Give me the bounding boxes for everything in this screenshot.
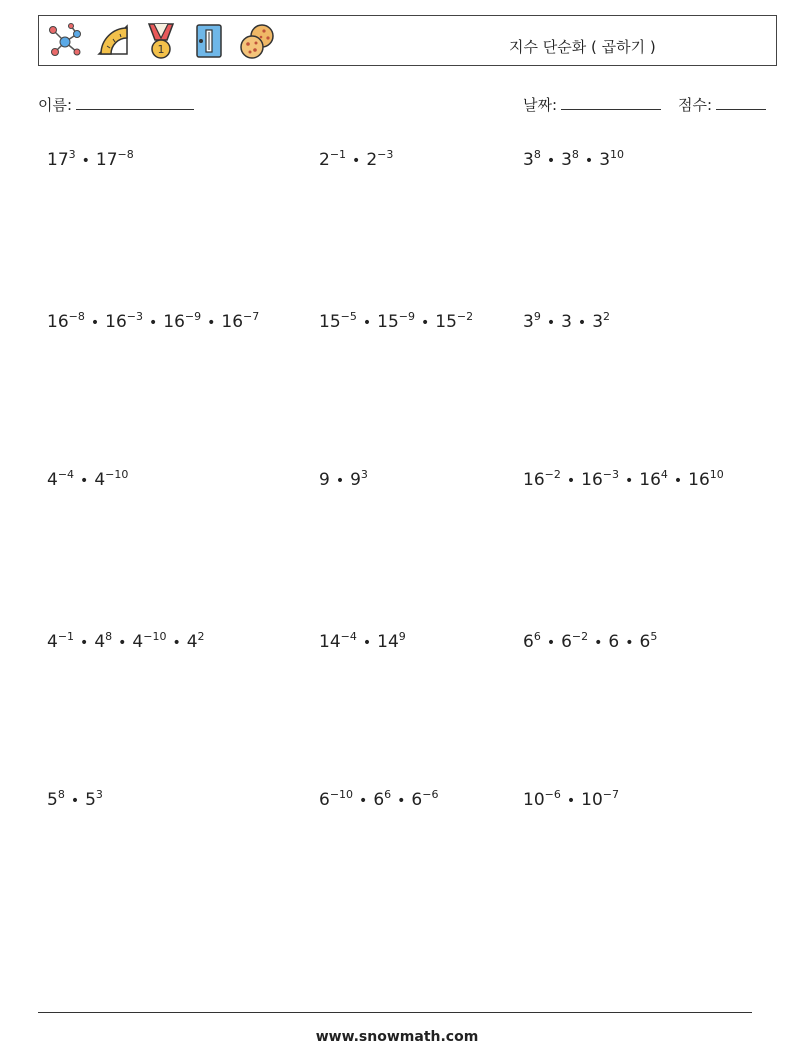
multiply-operator: • [80, 473, 89, 489]
term-exponent: 9 [398, 630, 406, 643]
term-exponent: −9 [184, 310, 202, 323]
multiply-operator: • [81, 153, 90, 169]
term-base: 16 [47, 312, 69, 332]
cookies-icon [237, 20, 277, 62]
multiply-operator: • [118, 635, 127, 651]
problem-13 [47, 790, 103, 810]
molecule-icon [45, 20, 85, 62]
term-base: 4 [132, 632, 144, 652]
term-exponent: 8 [571, 148, 579, 161]
multiply-operator: • [624, 473, 634, 489]
multiply-operator: • [397, 793, 406, 809]
problem-3 [523, 150, 624, 170]
term-base: 4 [186, 632, 198, 652]
sharpener-icon [189, 20, 229, 62]
problem-12 [523, 632, 657, 652]
protractor-icon [93, 20, 133, 62]
term-base: 16 [221, 312, 244, 332]
term-base: 3 [523, 312, 534, 332]
problem-6 [523, 312, 610, 332]
multiply-operator: • [584, 153, 594, 169]
worksheet-header [38, 15, 777, 66]
problem-2 [319, 150, 393, 170]
term-exponent: −4 [57, 468, 75, 481]
term-exponent: −4 [340, 630, 357, 643]
term-exponent: 2 [197, 630, 205, 643]
term-base: 6 [639, 632, 651, 652]
term-exponent: 6 [384, 788, 392, 801]
term-base: 10 [581, 790, 603, 810]
multiply-operator: • [359, 793, 368, 809]
term-base: 4 [47, 470, 58, 490]
term-exponent: 3 [68, 148, 76, 161]
term-base: 4 [47, 632, 58, 652]
term-base: 15 [319, 312, 341, 332]
multiply-operator: • [352, 153, 361, 169]
problem-8 [319, 470, 368, 490]
score-label: 점수: [678, 96, 713, 114]
term-base: 16 [105, 312, 127, 332]
term-base: 5 [85, 790, 96, 810]
date-label: 날짜: [523, 96, 558, 114]
name-label: 이름: [38, 96, 73, 114]
multiply-operator: • [362, 635, 372, 651]
multiply-operator: • [566, 473, 576, 489]
date-blank[interactable] [561, 95, 661, 110]
term-base: 6 [319, 790, 330, 810]
term-base: 16 [688, 470, 710, 490]
term-base: 3 [561, 312, 572, 332]
multiply-operator: • [90, 315, 100, 331]
score-blank[interactable] [716, 95, 766, 110]
multiply-operator: • [70, 793, 80, 809]
worksheet-title: 지수 단순화 ( 곱하기 ) [509, 38, 656, 56]
term-exponent: −6 [544, 788, 561, 801]
term-exponent: 10 [709, 468, 724, 481]
term-base: 4 [94, 632, 106, 652]
term-exponent: −2 [456, 310, 474, 323]
footer-site: www.snowmath.com [315, 1029, 479, 1045]
problem-4 [47, 312, 259, 332]
term-exponent: 6 [533, 630, 541, 643]
multiply-operator: • [546, 315, 556, 331]
term-base: 14 [319, 632, 341, 652]
term-base: 6 [561, 632, 572, 652]
problem-11 [319, 632, 406, 652]
term-exponent: −10 [143, 630, 167, 643]
term-exponent: −2 [571, 630, 589, 643]
multiply-operator: • [362, 315, 372, 331]
problem-15 [523, 790, 619, 810]
term-exponent: 3 [360, 468, 368, 481]
term-base: 6 [373, 790, 385, 810]
multiply-operator: • [148, 315, 158, 331]
problem-9 [523, 470, 724, 490]
multiply-operator: • [566, 793, 576, 809]
term-base: 15 [435, 312, 457, 332]
multiply-operator: • [207, 315, 216, 331]
term-base: 16 [163, 312, 185, 332]
score-field [678, 94, 766, 115]
term-base: 16 [639, 470, 661, 490]
multiply-operator: • [546, 153, 556, 169]
term-exponent: −8 [68, 310, 85, 323]
term-base: 17 [95, 150, 118, 170]
term-exponent: −3 [602, 468, 619, 481]
term-base: 6 [411, 790, 423, 810]
problem-5 [319, 312, 473, 332]
term-exponent: −8 [117, 148, 134, 161]
term-exponent: −9 [398, 310, 415, 323]
term-base: 3 [523, 150, 534, 170]
term-base: 10 [523, 790, 545, 810]
term-exponent: −5 [340, 310, 357, 323]
svg-text:1: 1 [157, 43, 165, 56]
multiply-operator: • [80, 635, 89, 651]
term-base: 14 [377, 632, 399, 652]
term-exponent: 8 [57, 788, 65, 801]
multiply-operator: • [625, 635, 634, 651]
term-exponent: 10 [610, 148, 625, 161]
term-base: 2 [319, 150, 330, 170]
term-exponent: −7 [243, 310, 260, 323]
header-icons [45, 20, 277, 62]
multiply-operator: • [577, 315, 587, 331]
term-exponent: −7 [602, 788, 619, 801]
term-exponent: 5 [650, 630, 658, 643]
term-base: 5 [47, 790, 58, 810]
term-base: 9 [319, 470, 330, 490]
multiply-operator: • [172, 635, 181, 651]
multiply-operator: • [420, 315, 430, 331]
multiply-operator: • [546, 635, 556, 651]
problem-14 [319, 790, 438, 810]
multiply-operator: • [594, 635, 603, 651]
term-exponent: −2 [544, 468, 561, 481]
medal-icon [141, 20, 181, 62]
term-exponent: −1 [57, 630, 75, 643]
date-field [523, 94, 661, 115]
problem-10 [47, 632, 205, 652]
problem-1 [47, 150, 134, 170]
multiply-operator: • [335, 473, 345, 489]
term-exponent: −3 [126, 310, 143, 323]
term-base: 16 [523, 470, 545, 490]
term-base: 9 [350, 470, 361, 490]
term-exponent: 2 [603, 310, 611, 323]
term-exponent: −10 [329, 788, 354, 801]
term-exponent: 4 [660, 468, 668, 481]
term-exponent: −1 [329, 148, 347, 161]
term-exponent: −6 [422, 788, 439, 801]
term-base: 2 [366, 150, 378, 170]
problem-7 [47, 470, 128, 490]
multiply-operator: • [673, 473, 683, 489]
term-exponent: 8 [533, 148, 541, 161]
term-base: 6 [608, 632, 620, 652]
term-exponent: −3 [377, 148, 394, 161]
term-base: 3 [561, 150, 572, 170]
term-base: 3 [599, 150, 611, 170]
term-base: 3 [592, 312, 604, 332]
term-base: 6 [523, 632, 534, 652]
name-blank[interactable] [76, 95, 194, 110]
term-exponent: 8 [105, 630, 113, 643]
term-base: 4 [94, 470, 106, 490]
term-exponent: 3 [95, 788, 103, 801]
footer-divider [38, 1012, 752, 1013]
term-exponent: 9 [533, 310, 541, 323]
term-base: 15 [377, 312, 399, 332]
term-exponent: −10 [105, 468, 129, 481]
name-field [38, 94, 194, 115]
term-base: 16 [581, 470, 603, 490]
term-base: 17 [47, 150, 69, 170]
